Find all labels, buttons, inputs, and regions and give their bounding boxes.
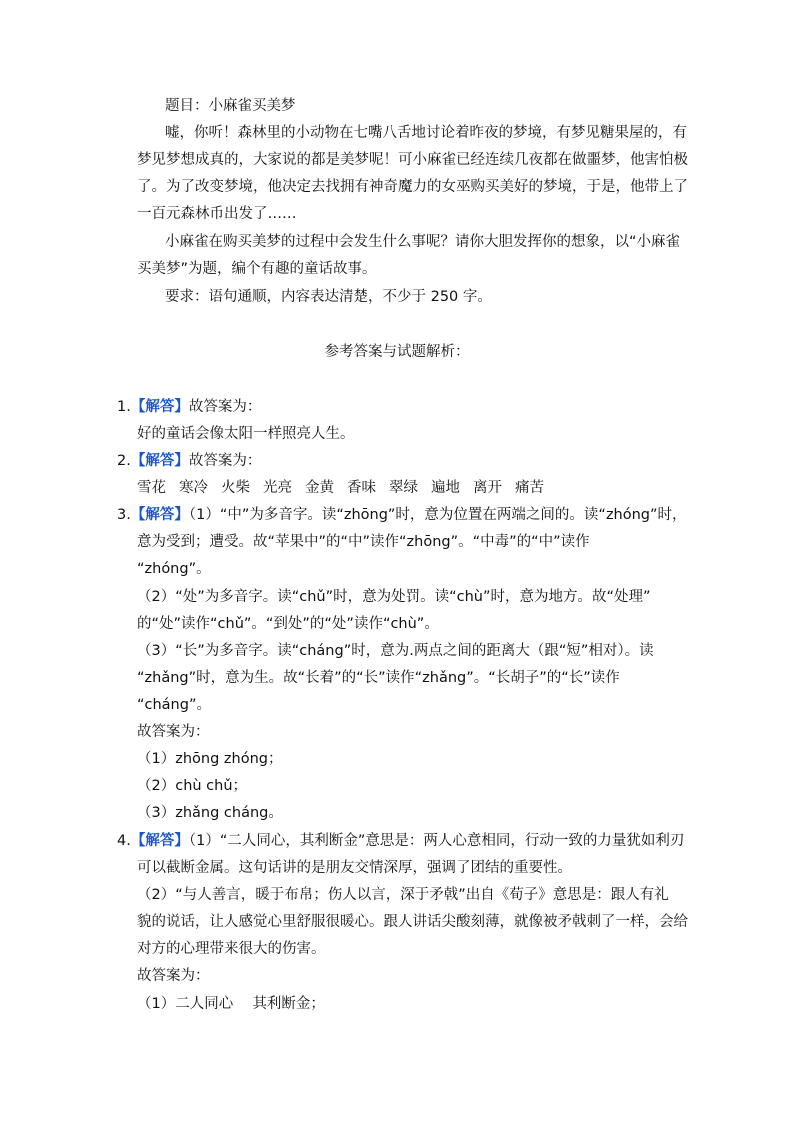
answer-word: 离开 — [473, 480, 502, 496]
answer-2-header — [117, 451, 261, 471]
answer-4-line: （1）二人同心 其利断金； — [137, 996, 325, 1012]
answer-1-text: 好的童话会像太阳一样照亮人生。 — [137, 426, 355, 442]
answer-word: 痛苦 — [515, 480, 544, 496]
answer-word: 金黄 — [305, 480, 334, 496]
answer-head: 故答案为： — [188, 453, 262, 469]
answer-word: 寒冷 — [179, 480, 208, 496]
answer-4-line: 可以截断金属。这句话讲的是朋友交情深厚，强调了团结的重要性。 — [137, 860, 572, 876]
answer-word: 火柴 — [221, 480, 250, 496]
answer-number: 4. — [117, 833, 131, 849]
answer-3-header — [117, 505, 687, 525]
answer-tag: 【解答】 — [130, 507, 189, 523]
answer-text: （1）“二人同心，其利断金”意思是：两人心意相同，行动一致的力量犹如利刃 — [188, 833, 685, 849]
answer-tag: 【解答】 — [130, 453, 189, 469]
answer-3-line: （1）zhōng zhóng； — [137, 751, 283, 767]
essay-requirement: 要求：语句通顺，内容表达清楚，不少于 250 字。 — [165, 289, 492, 305]
answer-word: 雪花 — [137, 480, 166, 496]
essay-title: 题目：小麻雀买美梦 — [165, 98, 296, 114]
answer-word: 遍地 — [431, 480, 460, 496]
answer-tag: 【解答】 — [130, 399, 189, 415]
answer-number: 1. — [117, 399, 131, 415]
answer-4-line: 故答案为： — [137, 968, 210, 984]
answer-4-line: 貌的说话，让人感觉心里舒服很暖心。跟人讲话尖酸刻薄，就像被矛戟刺了一样，会给 — [137, 914, 688, 930]
answer-text: （1）“中”为多音字。读“zhōng”时，意为位置在两端之间的。读“zhóng”时， — [188, 507, 687, 523]
answer-number: 2. — [117, 453, 131, 469]
essay-paragraph-line: 嘘，你听！森林里的小动物在七嘴八舌地讨论着昨夜的梦境，有梦见糖果屋的，有 — [165, 125, 687, 141]
answer-3-line: “zhóng”。 — [137, 561, 211, 577]
answer-3-line: （2）chù chǔ； — [137, 778, 248, 794]
answer-1-header — [117, 397, 261, 417]
essay-paragraph-line: 一百元森林币出发了…… — [137, 206, 297, 222]
section-title: 参考答案与试题解析： — [324, 344, 470, 360]
essay-paragraph-line: 了。为了改变梦境，他决定去找拥有神奇魔力的女巫购买美好的梦境，于是，他带上了 — [137, 179, 688, 195]
answer-4-line: 对方的心理带来很大的伤害。 — [137, 941, 326, 957]
answer-word: 光亮 — [263, 480, 292, 496]
answer-number: 3. — [117, 507, 131, 523]
answer-3-line: 故答案为： — [137, 724, 210, 740]
answer-3-line: “cháng”。 — [137, 697, 211, 713]
answer-word: 翠绿 — [389, 480, 418, 496]
answer-3-line: 意为受到；遭受。故“苹果中”的“中”读作“zhōng”。“中毒”的“中”读作 — [137, 534, 590, 550]
answer-3-line: 的“处”读作“chǔ”。“到处”的“处”读作“chù”。 — [137, 616, 439, 632]
answer-4-header — [117, 831, 684, 851]
answer-head: 故答案为： — [188, 399, 262, 415]
essay-paragraph-line: 小麻雀在购买美梦的过程中会发生什么事呢？请你大胆发挥你的想象，以“小麻雀 — [165, 234, 681, 250]
answer-3-line: “zhǎng”时，意为生。故“长着”的“长”读作“zhǎng”。“长胡子”的“长”读作 — [137, 670, 620, 686]
answer-3-line: （2）“处”为多音字。读“chǔ”时，意为处罚。读“chù”时，意为地方。故“处理” — [137, 589, 651, 605]
answer-4-line: （2）“与人善言，暖于布帛；伤人以言，深于矛戟”出自《荀子》意思是：跟人有礼 — [137, 887, 669, 903]
answer-3-line: （3）“长”为多音字。读“cháng”时，意为.两点之间的距离大（跟“短”相对）。读 — [137, 643, 654, 659]
answer-tag: 【解答】 — [130, 833, 189, 849]
answer-3-line: （3）zhǎng cháng。 — [137, 805, 283, 821]
essay-paragraph-line: 梦见梦想成真的，大家说的都是美梦呢！可小麻雀已经连续几夜都在做噩梦，他害怕极 — [137, 152, 688, 168]
essay-paragraph-line: 买美梦”为题，编个有趣的童话故事。 — [137, 261, 377, 277]
answer-word: 香味 — [347, 480, 376, 496]
